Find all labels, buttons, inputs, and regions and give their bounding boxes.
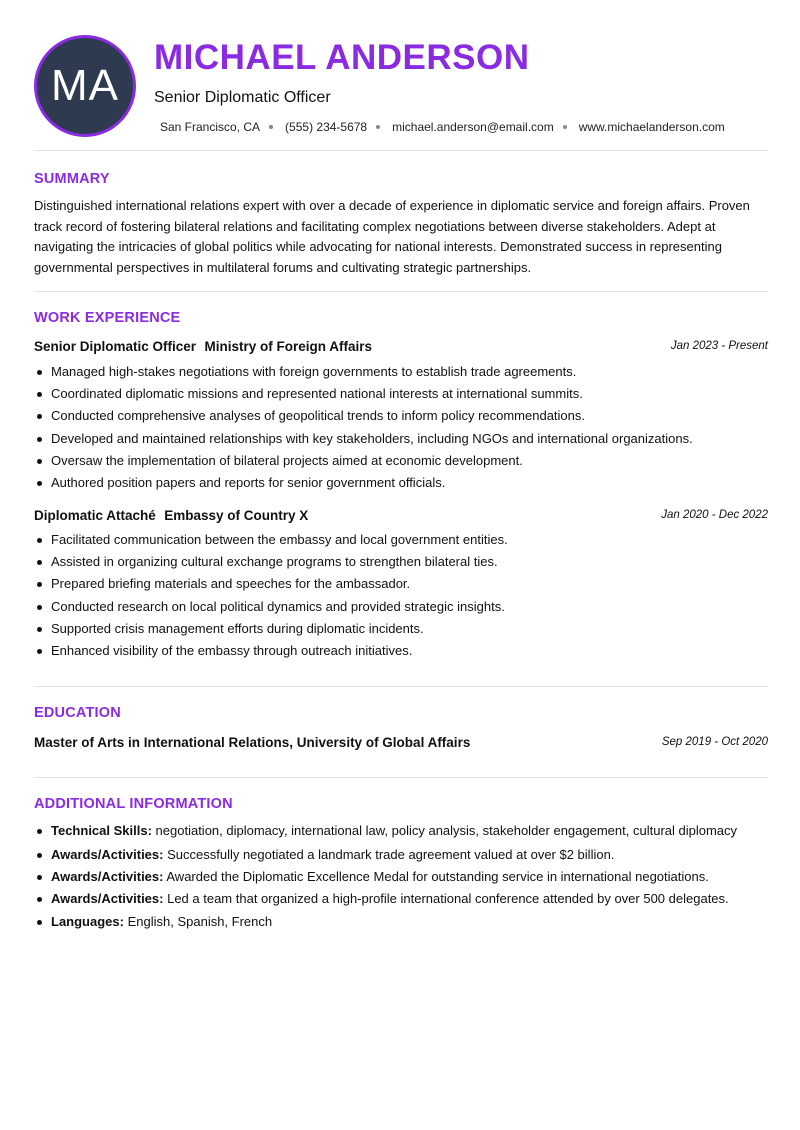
list-item: Enhanced visibility of the embassy through outreach initiatives. [34, 642, 768, 664]
education-date: Sep 2019 - Oct 2020 [661, 736, 768, 748]
list-item [34, 868, 768, 890]
summary-text: Distinguished international relations expert with over a decade of experience in diplomatic service and foreign affairs. Proven track record of fostering bilateral relations and facilitating complex negotiations between diverse stakeholders. Adept at navigating the intricacies of global politics while advocating for national interests. Demonstrated success in representing governmental perspectives in multilateral forums and cultivating strategic partnerships. [34, 198, 750, 275]
list-item [34, 822, 768, 846]
job-header [34, 338, 768, 356]
job-role: Diplomatic Attaché [34, 508, 156, 523]
education-heading: EDUCATION [34, 705, 121, 721]
list-item: Managed high-stakes negotiations with foreign governments to establish trade agreements. [34, 363, 768, 385]
list-item: Supported crisis management efforts during diplomatic incidents. [34, 620, 768, 642]
resume-header [34, 34, 768, 138]
contact-separator [376, 125, 380, 129]
divider [34, 686, 768, 687]
item-label: Awards/Activities: [51, 846, 164, 862]
summary-heading: SUMMARY [34, 171, 110, 187]
item-text: Led a team that organized a high-profile international conference attended by over 500 delegates. [167, 890, 729, 906]
contact-location: San Francisco, CA [160, 120, 261, 134]
avatar-initials: MA [51, 61, 119, 110]
education-entry [34, 734, 768, 752]
item-text: Successfully negotiated a landmark trade agreement valued at over $2 billion. [167, 846, 615, 862]
candidate-name: MICHAEL ANDERSON [154, 38, 530, 77]
item-label: Technical Skills: [51, 823, 152, 838]
list-item: Facilitated communication between the embassy and local government entities. [34, 531, 768, 553]
list-item: Oversaw the implementation of bilateral projects aimed at economic development. [34, 452, 768, 474]
avatar [34, 35, 136, 137]
candidate-title: Senior Diplomatic Officer [154, 89, 331, 106]
list-item [34, 913, 768, 937]
job-header [34, 507, 768, 525]
item-label: Languages: [51, 914, 124, 929]
item-label: Awards/Activities: [51, 890, 164, 906]
contact-website[interactable]: www.michaelanderson.com [578, 120, 725, 134]
contact-email[interactable]: michael.anderson@email.com [392, 120, 554, 134]
contact-separator [563, 125, 567, 129]
list-item: Assisted in organizing cultural exchange programs to strengthen bilateral ties. [34, 553, 768, 575]
work-experience-heading: WORK EXPERIENCE [34, 310, 181, 326]
contact-line [160, 120, 725, 134]
additional-info-heading: ADDITIONAL INFORMATION [34, 796, 233, 812]
job-date: Jan 2023 - Present [670, 340, 768, 352]
list-item: Conducted comprehensive analyses of geopolitical trends to inform policy recommendations. [34, 407, 768, 429]
divider [34, 291, 768, 292]
item-label: Awards/Activities: [51, 868, 164, 884]
job-organization: Ministry of Foreign Affairs [204, 339, 373, 354]
list-item: Coordinated diplomatic missions and represented national interests at international summits. [34, 385, 768, 407]
list-item [34, 846, 768, 868]
additional-info-list [34, 822, 768, 937]
contact-phone: (555) 234-5678 [285, 120, 368, 134]
degree: Master of Arts in International Relations, University of Global Affairs [34, 735, 471, 750]
list-item: Conducted research on local political dynamics and provided strategic insights. [34, 598, 768, 620]
item-text: Awarded the Diplomatic Excellence Medal for outstanding service in international negotiations. [166, 868, 709, 884]
job-role: Senior Diplomatic Officer [34, 339, 197, 354]
list-item: Authored position papers and reports for senior government officials. [34, 474, 768, 496]
job-date: Jan 2020 - Dec 2022 [661, 509, 768, 521]
job-bullets [34, 531, 768, 664]
list-item [34, 890, 768, 914]
list-item: Prepared briefing materials and speeches for the ambassador. [34, 575, 768, 597]
contact-separator [269, 125, 273, 129]
divider [34, 150, 768, 151]
list-item: Developed and maintained relationships with key stakeholders, including NGOs and international organizations. [34, 430, 768, 452]
item-text: negotiation, diplomacy, international law, policy analysis, stakeholder engagement, cultural diplomacy [155, 823, 738, 838]
job-bullets [34, 363, 768, 496]
item-text: English, Spanish, French [127, 914, 273, 929]
divider [34, 777, 768, 778]
job-organization: Embassy of Country X [164, 508, 309, 523]
